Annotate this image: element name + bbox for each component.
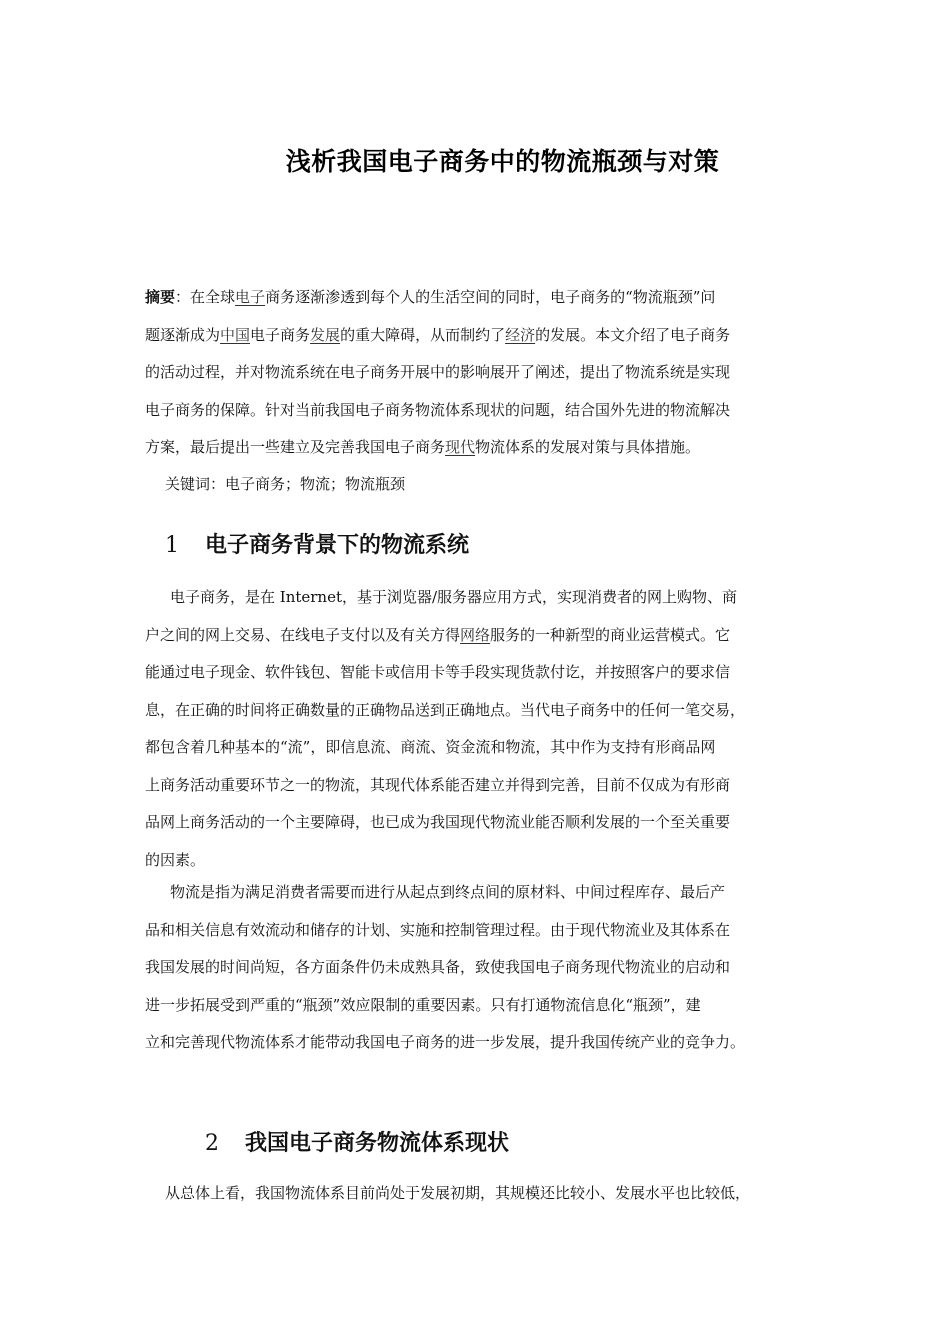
body-line: 品网上商务活动的一个主要障碍，也已成为我国现代物流业能否顺利发展的一个至关重要 bbox=[145, 813, 731, 831]
body-text: 户之间的网上交易、在线电子支付以及有关方得 bbox=[145, 625, 461, 644]
section-1-heading bbox=[165, 528, 469, 559]
abstract-paragraph bbox=[145, 279, 810, 467]
keywords-line: 关键词：电子商务；物流；物流瓶颈 bbox=[165, 475, 406, 493]
section-1-paragraph-2 bbox=[145, 874, 810, 1062]
abstract-text: 在全球 bbox=[190, 288, 236, 306]
body-line: 品和相关信息有效流动和储存的计划、实施和控制管理过程。由于现代物流业及其体系在 bbox=[145, 920, 731, 939]
link-wangluo[interactable]: 网络 bbox=[460, 625, 491, 644]
abstract-text: 题逐渐成为 bbox=[145, 325, 221, 344]
abstract-text: 商务逐渐渗透到每个人的生活空间的同时，电子商务的“物流瓶颈”问 bbox=[265, 288, 716, 306]
link-jingji[interactable]: 经济 bbox=[505, 325, 536, 344]
link-dianzi[interactable]: 电子 bbox=[235, 288, 266, 306]
abstract-text: 电子商务 bbox=[250, 325, 311, 344]
section-number: 2 bbox=[205, 1131, 219, 1156]
abstract-text: 方案，最后提出一些建立及完善我国电子商务 bbox=[145, 438, 446, 456]
section-1-paragraph-1 bbox=[145, 579, 810, 879]
section-title: 电子商务背景下的物流系统 bbox=[205, 533, 470, 558]
body-line: 能通过电子现金、软件钱包、智能卡或信用卡等手段实现货款付讫，并按照客户的要求信 bbox=[145, 663, 731, 681]
body-line: 物流是指为满足消费者需要而进行从起点到终点间的原材料、中间过程库存、最后产 bbox=[170, 883, 726, 901]
body-line: 从总体上看，我国物流体系目前尚处于发展初期，其规模还比较小、发展水平也比较低， bbox=[165, 1184, 751, 1202]
body-line: 电子商务，是在 Internet，基于浏览器/服务器应用方式，实现消费者的网上购物、商 bbox=[170, 588, 738, 606]
body-line: 我国发展的时间尚短，各方面条件仍未成熟具备，致使我国电子商务现代物流业的启动和 bbox=[145, 958, 731, 976]
abstract-text: 的发展。本文介绍了电子商务 bbox=[535, 325, 731, 344]
body-line: 息，在正确的时间将正确数量的正确物品送到正确地点。当代电子商务中的任何一笔交易， bbox=[145, 700, 746, 719]
abstract-line bbox=[145, 279, 810, 317]
abstract-text: 的重大障碍，从而制约了 bbox=[340, 325, 506, 344]
body-line bbox=[145, 617, 810, 655]
abstract-line bbox=[145, 429, 810, 467]
body-line: 进一步拓展受到严重的“瓶颈”效应限制的重要因素。只有打通物流信息化“瓶颈”，建 bbox=[145, 995, 701, 1014]
link-fazhan[interactable]: 发展 bbox=[310, 325, 341, 344]
abstract-text: 物流体系的发展对策与具体措施。 bbox=[475, 438, 701, 456]
link-xiandai[interactable]: 现代 bbox=[445, 438, 476, 456]
section-2-heading bbox=[205, 1126, 509, 1157]
abstract-label: 摘要 bbox=[145, 288, 176, 306]
abstract-colon: ： bbox=[175, 288, 191, 306]
abstract-line bbox=[145, 317, 810, 355]
section-2-paragraph-1 bbox=[145, 1175, 810, 1213]
abstract-line: 的活动过程，并对物流系统在电子商务开展中的影响展开了阐述，提出了物流系统是实现 bbox=[145, 363, 731, 381]
body-line: 都包含着几种基本的“流”，即信息流、商流、资金流和物流，其中作为支持有形商品网 bbox=[145, 738, 716, 756]
body-line: 立和完善现代物流体系才能带动我国电子商务的进一步发展，提升我国传统产业的竞争力。 bbox=[145, 1033, 746, 1051]
body-line: 上商务活动重要环节之一的物流，其现代体系能否建立并得到完善，目前不仅成为有形商 bbox=[145, 775, 731, 794]
abstract-line: 电子商务的保障。针对当前我国电子商务物流体系现状的问题，结合国外先进的物流解决 bbox=[145, 400, 731, 419]
body-line: 的因素。 bbox=[145, 850, 206, 869]
body-text: 服务的一种新型的商业运营模式。它 bbox=[490, 625, 731, 644]
link-zhongguo[interactable]: 中国 bbox=[220, 325, 251, 344]
section-title: 我国电子商务物流体系现状 bbox=[245, 1131, 510, 1156]
section-number: 1 bbox=[165, 533, 179, 558]
document-title: 浅析我国电子商务中的物流瓶颈与对策 bbox=[285, 147, 720, 176]
